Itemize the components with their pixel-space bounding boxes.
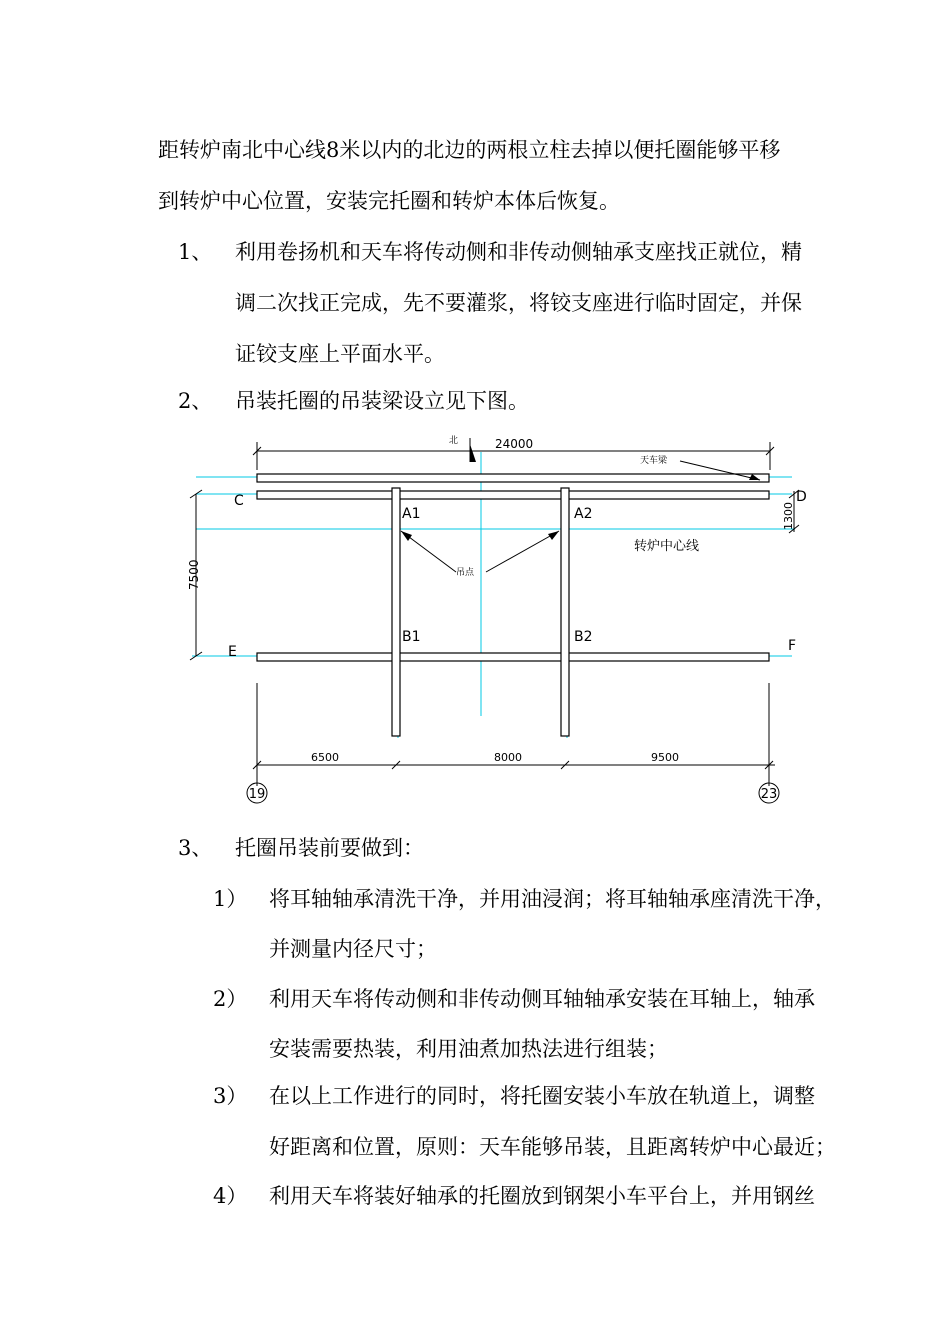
substep-4-line-1: 利用天车将装好轴承的托圈放到钢架小车平台上，并用钢丝 xyxy=(269,1184,815,1208)
crane-beam-label: 天车梁 xyxy=(640,456,668,466)
substep-number-3: 3） xyxy=(213,1084,248,1108)
dimension-6500: 6500 xyxy=(311,751,339,764)
north-label: 北 xyxy=(449,436,459,446)
label-e: E xyxy=(228,644,237,660)
substep-2-line-2: 安装需要热装，利用油煮加热法进行组装； xyxy=(269,1037,668,1061)
label-b2: B2 xyxy=(574,629,593,645)
label-b1: B1 xyxy=(402,629,421,645)
step-3-line-1: 托圈吊装前要做到： xyxy=(235,836,424,860)
label-d: D xyxy=(796,489,807,505)
dimension-7500: 7500 xyxy=(187,559,201,590)
substep-number-2: 2） xyxy=(213,987,248,1011)
axis-number-23: 23 xyxy=(760,787,778,802)
step-1-line-3: 证铰支座上平面水平。 xyxy=(235,342,445,366)
substep-2-line-1: 利用天车将传动侧和非传动侧耳轴轴承安装在耳轴上，轴承 xyxy=(269,987,815,1011)
axis-number-19: 19 xyxy=(248,787,266,802)
step-1-line-1: 利用卷扬机和天车将传动侧和非传动侧轴承支座找正就位，精 xyxy=(235,240,802,264)
label-f: F xyxy=(788,638,797,654)
crane-rails xyxy=(257,474,769,661)
label-a1: A1 xyxy=(402,506,421,522)
bottom-dimension xyxy=(253,683,775,786)
dimension-1300: 1300 xyxy=(782,502,795,530)
lift-point-arrow-right-icon xyxy=(548,531,559,540)
substep-3-line-2: 好距离和位置，原则：天车能够吊装，且距离转炉中心最近； xyxy=(269,1135,836,1159)
lift-point-leaders xyxy=(401,531,559,572)
substep-1-line-1: 将耳轴轴承清洗干净，并用油浸润；将耳轴轴承座清洗干净， xyxy=(269,887,836,911)
substep-number-1: 1） xyxy=(213,887,248,911)
substep-number-4: 4） xyxy=(213,1184,248,1208)
lift-point-arrow-left-icon xyxy=(401,531,412,541)
label-c: C xyxy=(234,493,244,509)
lift-point-label: 吊点 xyxy=(456,568,475,578)
step-number-2: 2、 xyxy=(178,389,213,413)
step-1-line-2: 调二次找正完成，先不要灌浆，将铰支座进行临时固定，并保 xyxy=(235,291,802,315)
paragraph-line-1: 距转炉南北中心线8米以内的北边的两根立柱去掉以便托圈能够平移 xyxy=(158,138,781,162)
step-number-1: 1、 xyxy=(178,240,213,264)
dimension-9500: 9500 xyxy=(651,751,679,764)
substep-1-line-2: 并测量内径尺寸； xyxy=(269,937,437,961)
paragraph-line-2: 到转炉中心位置，安装完托圈和转炉本体后恢复。 xyxy=(158,189,620,213)
step-number-3: 3、 xyxy=(178,836,213,860)
dimension-8000: 8000 xyxy=(494,751,522,764)
overall-dimension-text: 24000 xyxy=(495,437,534,451)
substep-3-line-1: 在以上工作进行的同时，将托圈安装小车放在轨道上，调整 xyxy=(269,1084,815,1108)
step-2-line-1: 吊装托圈的吊装梁设立见下图。 xyxy=(235,389,529,413)
north-arrow-icon xyxy=(470,438,476,462)
label-a2: A2 xyxy=(574,506,593,522)
converter-centerline-label: 转炉中心线 xyxy=(634,539,700,554)
